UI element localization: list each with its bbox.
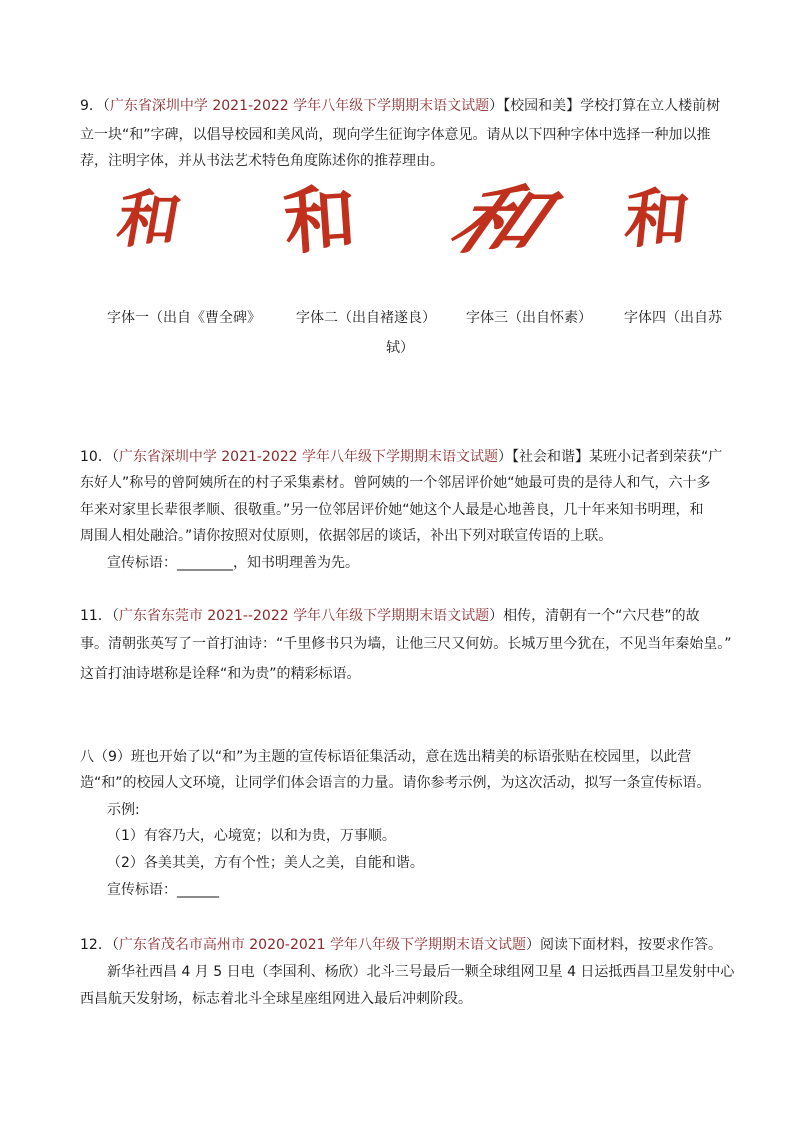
q10-line-1 [80, 447, 722, 467]
q11-line-3: 这首打油诗堪称是诠释“和为贵”的精彩标语。 [80, 666, 361, 682]
q11-line-2: 事。清朝张英写了一首打油诗：“千里修书只为墙，让他三尺又何妨。长城万里今犹在，不见当年秦始皇。” [80, 636, 732, 652]
q12-line-2: 新华社西昌 4 月 5 日电（李国利、杨欣）北斗三号最后一颗全球组网卫星 4 日运抵西昌卫星发射中心 [107, 964, 735, 980]
q11-source: 广东省东莞市 2021--2022 学年八年级下学期期末语文试题 [118, 608, 490, 624]
q10-number: 10．（ [80, 449, 119, 465]
activity-slogan: 宣传标语：______ [107, 882, 219, 898]
q10-text: 某班小记者到荣获“广 [589, 449, 723, 465]
q9-source: 广东省深圳中学 2021-2022 学年八年级下学期期末语文试题 [109, 98, 490, 114]
q10-line-2: 东好人”称号的曾阿姨所在的村子采集素材。曾阿姨的一个邻居评价她“她最可贵的是待人和气，六十多 [80, 475, 711, 491]
font-caption-3: 字体三（出自怀素） [466, 310, 592, 326]
q12-number: 12．（ [80, 937, 119, 953]
q11-number: 11．（ [80, 608, 119, 624]
q12-line-3: 西昌航天发射场，标志着北斗全球星座组网进入最后冲刺阶段。 [80, 991, 472, 1007]
calligraphy-glyph-2: 和 [281, 174, 359, 265]
q11-line-1 [80, 606, 700, 626]
activity-line-1: 八（9）班也开始了以“和”为主题的宣传标语征集活动，意在选出精美的标语张贴在校园里，以此营 [80, 749, 692, 765]
q12-line-1 [80, 935, 722, 955]
example-1: （1）有容乃大，心境宽；以和为贵，万事顺。 [107, 828, 396, 844]
q12-source-close: ） [526, 937, 541, 953]
example-label: 示例: [107, 802, 140, 818]
font-caption-1: 字体一（出自《曹全碑》 [107, 310, 261, 326]
q9-line-3: 荐，注明字体，并从书法艺术特色角度陈述你的推荐理由。 [80, 153, 444, 169]
q9-number: 9．（ [80, 98, 110, 114]
q9-source-close: ） [489, 98, 504, 114]
q9-line-1 [80, 96, 720, 116]
calligraphy-glyph-3: 和 [437, 178, 561, 264]
q9-line-2: 立一块“和”字碑，以倡导校园和美风尚，现向学生征询字体意见。请从以下四种字体中选择一种加以推 [80, 127, 711, 143]
calligraphy-glyph-4: 和 [621, 182, 693, 257]
q12-text: 阅读下面材料，按要求作答。 [540, 937, 723, 953]
q12-source: 广东省茂名市高州市 2020-2021 学年八年级下学期期末语文试题 [118, 937, 527, 953]
font-caption-4-wrap: 轼） [386, 340, 414, 356]
q10-line-4: 周围人相处融洽。”请你按照对仗原则，依据邻居的谈话，补出下列对联宣传语的上联。 [80, 528, 613, 544]
font-caption-2: 字体二（出自褚遂良） [296, 310, 436, 326]
q11-text: 相传，清朝有一个“六尺巷”的故 [503, 608, 700, 624]
example-2: （2）各美其美，方有个性；美人之美，自能和谐。 [107, 855, 424, 871]
q10-source-close: ） [498, 449, 513, 465]
q11-source-close: ） [489, 608, 504, 624]
q10-source: 广东省深圳中学 2021-2022 学年八年级下学期期末语文试题 [118, 449, 499, 465]
q10-line-3: 年来对家里长辈很孝顺、很敬重。”另一位邻居评价她“她这个人最是心地善良，几十年来知书明理，和 [80, 502, 704, 518]
q10-tag: 【社会和谐】 [512, 449, 590, 465]
q10-slogan-line: 宣传标语：________，知书明理善为先。 [107, 555, 359, 571]
q9-tag: 【校园和美】 [503, 98, 581, 114]
q9-text: 学校打算在立人楼前树 [580, 98, 721, 114]
font-caption-4: 字体四（出自苏 [624, 310, 722, 326]
calligraphy-glyph-1: 和 [111, 183, 187, 256]
activity-line-2: 造“和”的校园人文环境，让同学们体会语言的力量。请你参考示例，为这次活动，拟写一条宣传标语。 [80, 775, 711, 791]
